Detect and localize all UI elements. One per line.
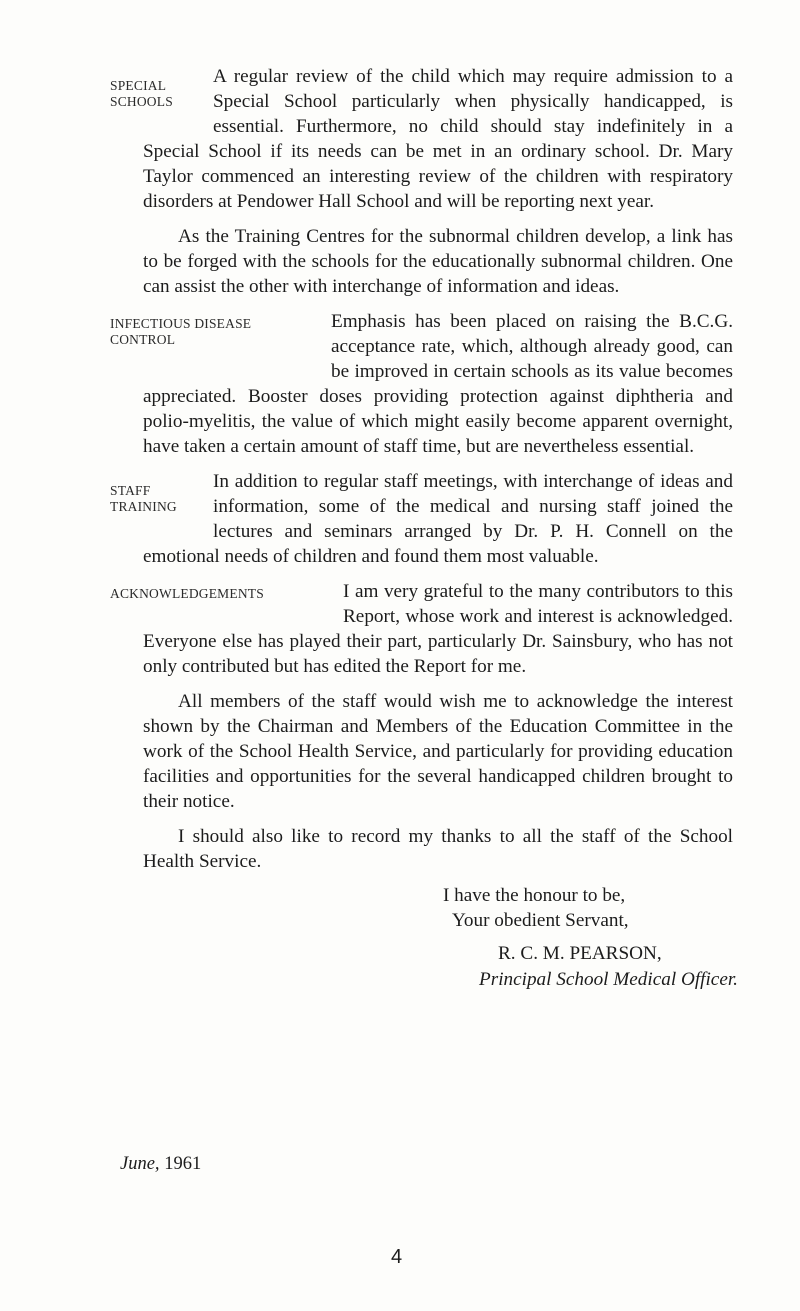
paragraph-acknowledgements: I am very grateful to the many contributors to this Report, whose work and interest is acknowledged. Everyone else has played their part, particularly Dr. Sainsbury, who has not only contributed but has edited the Report for me. — [143, 581, 733, 677]
date-year: 1961 — [159, 1154, 202, 1174]
section-infectious-disease — [110, 309, 733, 459]
paragraph-infectious-disease: Emphasis has been placed on raising the B.C.G. acceptance rate, which, although already good, can be improved in certain schools as its value becomes appreciated. Booster doses providing protection against diphtheria and polio-myelitis, the value of which might easily become apparent overnight, have taken a certain amount of staff time, but are nevertheless essential. — [143, 311, 733, 457]
document-date — [120, 1152, 201, 1176]
margin-heading-special-schools: SPECIAL SCHOOLS — [110, 78, 173, 109]
margin-heading-acknowledgements: ACKNOWLEDGEMENTS — [110, 586, 264, 601]
section-special-schools — [110, 64, 733, 214]
page-number: 4 — [391, 1246, 403, 1268]
section-staff-training — [110, 469, 733, 569]
signature-closing-line: I have the honour to be, — [443, 885, 626, 906]
section-acknowledgements — [110, 579, 733, 679]
signatory-title: Principal School Medical Officer. — [479, 969, 738, 990]
paragraph-thanks: I should also like to record my thanks to all the staff of the School Health Service. — [143, 826, 733, 872]
margin-heading-staff-training: STAFF TRAINING — [110, 483, 177, 514]
date-month: June, — [120, 1154, 160, 1174]
paragraph-special-schools: A regular review of the child which may require admission to a Special School particularly when physically handicapped, is essential. Furthermore, no child should stay indefinitely in a Special School if its needs can be met in an ordinary school. Dr. Mary Taylor commenced an interesting review of the children with respiratory disorders at Pendower Hall School and will be reporting next year. — [143, 66, 733, 212]
body-text — [110, 64, 733, 884]
signatory-name: R. C. M. PEARSON, — [498, 943, 662, 964]
paragraph-training-centres: As the Training Centres for the subnormal children develop, a link has to be forged with the schools for the educationally subnormal children. One can assist the other with interchange of information and ideas. — [143, 226, 733, 297]
signature-servant-line: Your obedient Servant, — [452, 910, 629, 931]
margin-heading-infectious-disease: INFECTIOUS DISEASE CONTROL — [110, 316, 252, 347]
paragraph-staff-training: In addition to regular staff meetings, with interchange of ideas and information, some of the medical and nursing staff joined the lectures and seminars arranged by Dr. P. H. Connell on the emotional needs of children and found them most valuable. — [143, 471, 733, 567]
paragraph-education-committee: All members of the staff would wish me to acknowledge the interest shown by the Chairman and Members of the Education Committee in the work of the School Health Service, and particularly for providing education facilities and opportunities for the several handicapped children brought to their notice. — [143, 691, 733, 812]
